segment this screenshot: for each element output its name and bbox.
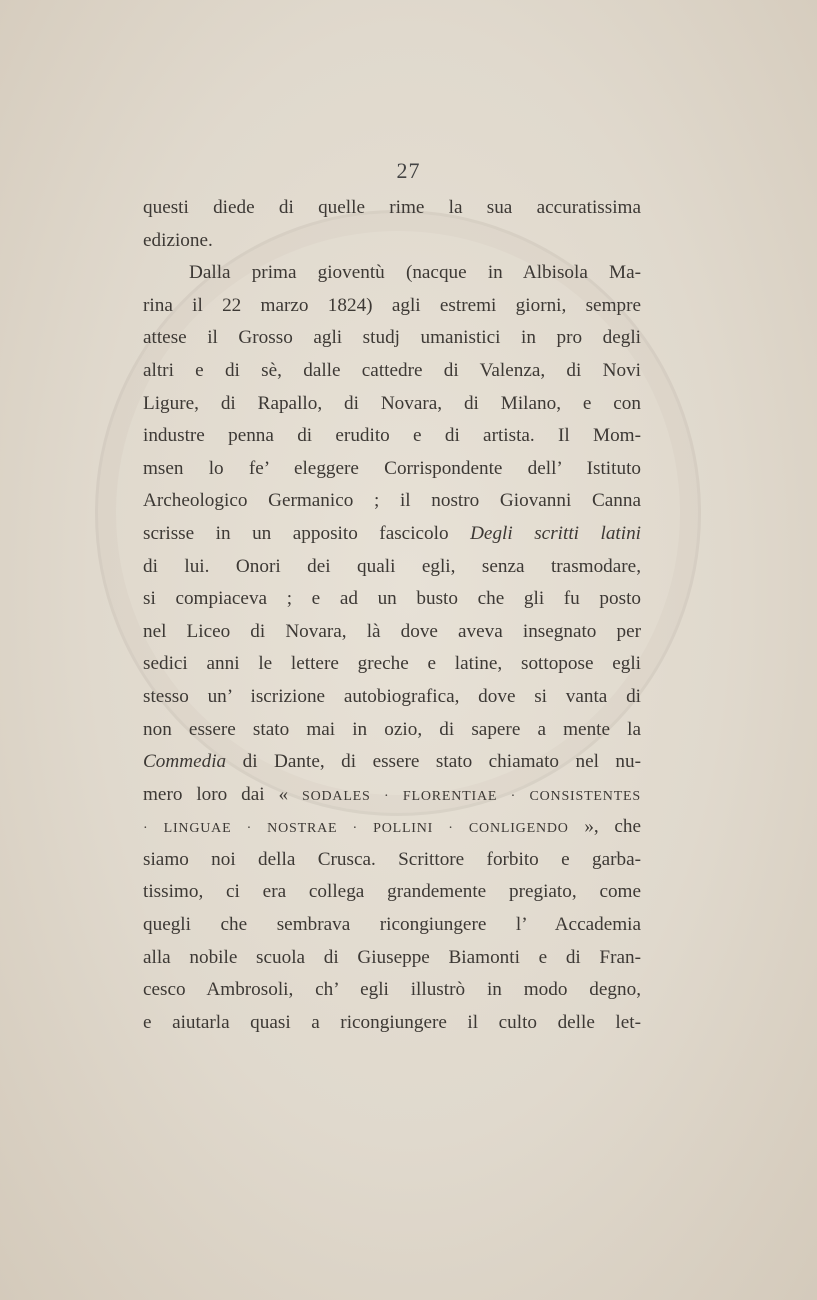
text-line: e aiutarla quasi a ricongiungere il culto delle let-	[143, 1011, 641, 1033]
text-line: siamo noi della Crusca. Scrittore forbito e garba-	[143, 848, 641, 870]
text-line: stesso un’ iscrizione autobiografica, dove si vanta di	[143, 685, 641, 707]
text-span: scrisse in un apposito fascicolo	[143, 522, 471, 544]
text-line	[143, 779, 641, 812]
text-line: questi diede di quelle rime la sua accuratissima	[143, 197, 641, 218]
text-line	[143, 811, 641, 844]
text-line: non essere stato mai in ozio, di sapere a mente la	[143, 718, 641, 740]
body-text	[143, 192, 641, 1039]
text-line: alla nobile scuola di Giuseppe Biamonti e di Fran-	[143, 946, 641, 968]
text-line: tissimo, ci era collega grandemente pregiato, come	[143, 881, 641, 903]
text-line	[143, 746, 641, 779]
text-line: sedici anni le lettere greche e latine, sottopose egli	[143, 653, 641, 675]
italic-title: Commedia	[143, 751, 227, 773]
text-line: edizione.	[143, 229, 213, 251]
latin-motto: SODALES · FLORENTIAE · CONSISTENTES	[302, 788, 641, 804]
text-line: di lui. Onori dei quali egli, senza trasmodare,	[143, 555, 641, 577]
text-span: mero loro dai «	[143, 783, 302, 805]
text-line: msen lo fe’ eleggere Corrispondente dell’ Istituto	[143, 457, 641, 479]
text-line: quegli che sembrava ricongiungere l’ Accademia	[143, 914, 641, 936]
text-line: si compiaceva ; e ad un busto che gli fu posto	[143, 588, 641, 610]
text-line	[143, 518, 641, 551]
latin-motto: · LINGUAE · NOSTRAE · POLLINI · CONLIGENDO	[143, 821, 569, 837]
italic-title: Degli scritti latini	[470, 522, 642, 544]
text-line: industre penna di erudito e di artista. Il Mom-	[143, 425, 641, 447]
text-line: cesco Ambrosoli, ch’ egli illustrò in modo degno,	[143, 979, 641, 1001]
text-span: », che	[568, 816, 641, 838]
text-line: Ligure, di Rapallo, di Novara, di Milano, e con	[143, 392, 641, 414]
text-line: nel Liceo di Novara, là dove aveva insegnato per	[143, 620, 641, 642]
text-line: Archeologico Germanico ; il nostro Giovanni Canna	[143, 490, 641, 512]
page-number: 27	[396, 158, 421, 183]
text-line: attese il Grosso agli studj umanistici in pro degli	[143, 327, 641, 349]
text-span: di Dante, di essere stato chiamato nel nu-	[226, 751, 641, 773]
text-line: Dalla prima gioventù (nacque in Albisola Ma-	[189, 262, 641, 284]
text-line: rina il 22 marzo 1824) agli estremi giorni, sempre	[143, 294, 641, 316]
text-line: altri e di sè, dalle cattedre di Valenza, di Novi	[143, 359, 641, 381]
